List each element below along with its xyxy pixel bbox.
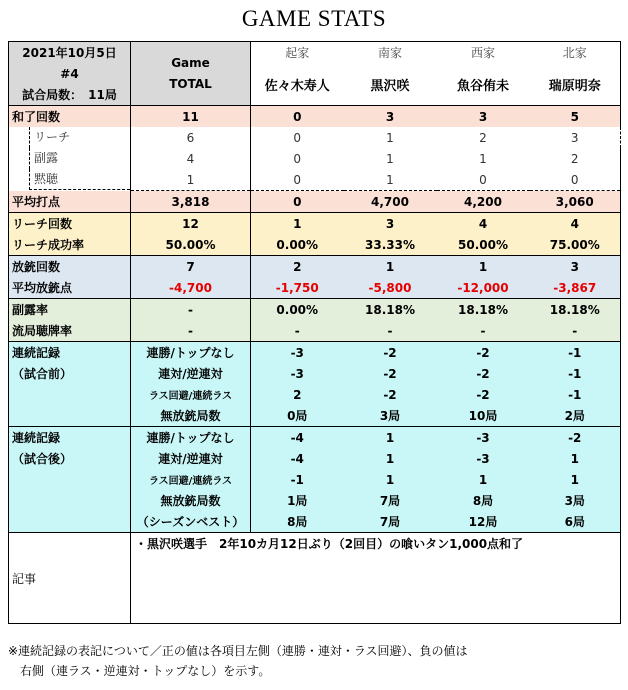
- avg-score-total: 3,818: [131, 191, 251, 213]
- deal-in-total: 7: [131, 256, 251, 278]
- riichi-rate-p4: 75.00%: [530, 234, 621, 256]
- avg-deal-in-row: [9, 277, 621, 299]
- streak-after-row-label: ラス回避/連続ラス: [131, 469, 251, 490]
- header-row-1: [9, 42, 621, 64]
- streak-before-p4: -1: [530, 342, 621, 364]
- hora-row: [9, 106, 621, 128]
- streak-after-p4: 1: [530, 469, 621, 490]
- streak-before-row-3: [9, 384, 621, 405]
- hora-total: 11: [131, 106, 251, 128]
- date-label: 2021年10月5日: [9, 42, 131, 64]
- total-label-game: Game: [171, 55, 210, 70]
- hora-p2: 3: [344, 106, 437, 128]
- streak-before-p3: 10局: [468, 409, 498, 423]
- furo-rate-total: -: [131, 299, 251, 321]
- streak-after-p2: 7局: [379, 494, 401, 508]
- streak-before-p2: -2: [383, 387, 397, 402]
- deal-in-p2: 1: [344, 256, 437, 278]
- player-1-name: 佐々木寿人: [264, 78, 330, 94]
- avg-score-label: 平均打点: [9, 191, 131, 213]
- game-number: #4: [9, 63, 131, 84]
- streak-after-row-label: 連対/逆連対: [131, 448, 251, 469]
- furo-rate-p1: 0.00%: [251, 299, 344, 321]
- avg-deal-in-p1: -1,750: [275, 280, 319, 295]
- streak-after-p3: -3: [476, 451, 490, 466]
- article-row: [9, 533, 621, 624]
- ryukyoku-p3: -: [480, 323, 486, 338]
- streak-before-p2: 3局: [379, 409, 401, 423]
- riichi-rate-label: リーチ成功率: [9, 234, 131, 256]
- ryukyoku-p2: -: [387, 323, 393, 338]
- hora-furo-row: [9, 148, 621, 169]
- streak-after-label: 連続記録: [9, 427, 131, 449]
- streak-before-row-1: [9, 342, 621, 364]
- hora-riichi-p4: 3: [530, 127, 621, 148]
- avg-score-p1: 0: [293, 194, 302, 209]
- deal-in-row: [9, 256, 621, 278]
- stats-table: [8, 41, 621, 624]
- streak-before-row-label: 無放銃局数: [131, 405, 251, 427]
- streak-before-row-label: 連勝/トップなし: [131, 342, 251, 364]
- streak-after-p1: -4: [251, 427, 344, 449]
- hora-riichi-p2: 1: [386, 130, 394, 145]
- ryukyoku-row: [9, 320, 621, 342]
- article-label: 記事: [9, 533, 131, 624]
- avg-deal-in-total: -4,700: [131, 277, 251, 299]
- hora-dama-p1: 0: [251, 169, 344, 191]
- hora-dama-p3: 0: [437, 169, 530, 191]
- streak-after-p2: 1: [344, 427, 437, 449]
- riichi-count-p2: 3: [344, 213, 437, 235]
- hora-furo-p3: 1: [479, 151, 487, 166]
- furo-rate-label: 副露率: [9, 299, 131, 321]
- hora-riichi-p1: 0: [293, 130, 302, 145]
- streak-before-p4: -1: [530, 363, 621, 384]
- streak-before-p1: -3: [251, 342, 344, 364]
- streak-before-p3: -2: [476, 366, 490, 381]
- streak-before-label: 連続記録: [9, 342, 131, 364]
- game-count: 試合局数： 11局: [9, 84, 131, 106]
- streak-after-p3: 8局: [472, 494, 494, 508]
- ryukyoku-label: 流局聴牌率: [9, 320, 131, 342]
- seat-south: 南家: [344, 42, 437, 64]
- total-label-total: TOTAL: [169, 76, 212, 91]
- header-row-2: [9, 63, 621, 84]
- total-header: [131, 42, 251, 106]
- furo-rate-row: [9, 299, 621, 321]
- footnote-line-1: ※連続記録の表記について／正の値は各項目左側（連勝・連対・ラス回避）、負の値は: [8, 644, 468, 658]
- avg-deal-in-p4: -3,867: [530, 277, 621, 299]
- hora-furo-p2: 1: [386, 151, 394, 166]
- streak-after-p3: 12局: [468, 515, 498, 529]
- page-title: GAME STATS: [241, 6, 387, 31]
- streak-after-row-4: [9, 490, 621, 511]
- deal-in-label: 放銃回数: [9, 256, 131, 278]
- streak-before-p1: 2: [293, 387, 302, 402]
- streak-before-row-label: 連対/逆連対: [131, 363, 251, 384]
- article-text: ・黒沢咲選手 2年10カ月12日ぶり（2回目）の喰いタン1,000点和了: [135, 537, 524, 551]
- streak-after-p3: -3: [437, 427, 530, 449]
- streak-after-p4: 3局: [530, 490, 621, 511]
- streak-after-row-label: 無放銃局数: [131, 490, 251, 511]
- streak-before-sublabel: （試合前）: [9, 363, 131, 384]
- streak-after-sublabel: （試合後）: [9, 448, 131, 469]
- hora-dama-p2: 1: [344, 169, 437, 191]
- hora-p3: 3: [437, 106, 530, 128]
- streak-after-p1: 8局: [287, 515, 308, 529]
- hora-riichi-total: 6: [131, 127, 251, 148]
- streak-after-p1: -1: [290, 472, 304, 487]
- seat-north: 北家: [530, 42, 621, 64]
- streak-after-row-2: [9, 448, 621, 469]
- streak-before-p3: -2: [476, 387, 490, 402]
- streak-before-p4: 2局: [530, 405, 621, 427]
- avg-score-row: [9, 191, 621, 213]
- streak-after-p1: -4: [290, 451, 304, 466]
- streak-before-row-label: ラス回避/連続ラス: [131, 384, 251, 405]
- streak-before-p1: -3: [290, 366, 304, 381]
- streak-after-row-3: [9, 469, 621, 490]
- deal-in-p1: 2: [251, 256, 344, 278]
- footnote: [8, 641, 620, 681]
- streak-before-row-2: [9, 363, 621, 384]
- hora-dama-row: [9, 169, 621, 191]
- hora-p4: 5: [530, 106, 621, 128]
- hora-dama-p4: 0: [530, 169, 621, 191]
- streak-before-p2: -2: [383, 366, 397, 381]
- streak-before-p4: -1: [530, 384, 621, 405]
- riichi-rate-total: 50.00%: [131, 234, 251, 256]
- avg-deal-in-p2: -5,800: [368, 280, 412, 295]
- streak-after-row-label: 連勝/トップなし: [131, 427, 251, 449]
- hora-furo-total: 4: [131, 148, 251, 169]
- streak-before-p1: 0局: [287, 409, 308, 423]
- furo-rate-p3: 18.18%: [437, 299, 530, 321]
- footnote-line-2: 右側（連ラス・逆連対・トップなし）を示す。: [8, 664, 271, 678]
- riichi-rate-p2: 33.33%: [365, 237, 415, 252]
- riichi-rate-p1: 0.00%: [276, 237, 319, 252]
- deal-in-p3: 1: [437, 256, 530, 278]
- streak-before-p3: -2: [437, 342, 530, 364]
- player-2-name: 黒沢咲: [370, 78, 410, 94]
- furo-rate-p4: 18.18%: [530, 299, 621, 321]
- riichi-count-p3: 4: [437, 213, 530, 235]
- avg-score-p2: 4,700: [371, 194, 409, 209]
- riichi-count-p1: 1: [251, 213, 344, 235]
- player-4-name: 瑞原明奈: [530, 63, 621, 106]
- riichi-count-label: リーチ回数: [9, 213, 131, 235]
- hora-riichi-row: [9, 127, 621, 148]
- hora-furo-p4: 2: [530, 148, 621, 169]
- riichi-rate-p3: 50.00%: [458, 237, 508, 252]
- ryukyoku-p1: -: [294, 323, 300, 338]
- riichi-rate-row: [9, 234, 621, 256]
- streak-after-p4: -2: [530, 427, 621, 449]
- avg-score-p4: 3,060: [530, 191, 621, 213]
- hora-riichi-label: リーチ: [29, 127, 130, 148]
- streak-after-p3: 1: [478, 472, 488, 487]
- streak-after-p4: 6局: [530, 511, 621, 533]
- streak-before-p2: -2: [344, 342, 437, 364]
- streak-after-p4: 1: [530, 448, 621, 469]
- streak-after-row-label: （シーズンベスト）: [131, 511, 251, 533]
- ryukyoku-total: -: [131, 320, 251, 342]
- riichi-count-row: [9, 213, 621, 235]
- hora-furo-p1: 0: [293, 151, 302, 166]
- hora-furo-label: 副露: [29, 148, 130, 169]
- avg-deal-in-p3: -12,000: [457, 280, 509, 295]
- seat-east: 起家: [251, 42, 344, 64]
- seat-west: 西家: [437, 42, 530, 64]
- ryukyoku-p4: -: [530, 320, 621, 342]
- streak-after-row-5: [9, 511, 621, 533]
- hora-riichi-p3: 2: [479, 130, 487, 145]
- riichi-count-total: 12: [131, 213, 251, 235]
- avg-score-p3: 4,200: [464, 194, 502, 209]
- streak-after-p1: 1局: [287, 494, 308, 508]
- deal-in-p4: 3: [530, 256, 621, 278]
- hora-dama-total: 1: [131, 169, 251, 191]
- player-3-name: 魚谷侑未: [456, 78, 509, 94]
- hora-label: 和了回数: [9, 106, 131, 128]
- riichi-count-p4: 4: [530, 213, 621, 235]
- streak-after-p2: 1: [385, 472, 395, 487]
- streak-after-row-1: [9, 427, 621, 449]
- furo-rate-p2: 18.18%: [344, 299, 437, 321]
- avg-deal-in-label: 平均放銃点: [9, 277, 131, 299]
- streak-before-row-4: [9, 405, 621, 427]
- streak-after-p2: 7局: [379, 515, 401, 529]
- hora-dama-label: 黙聴: [29, 169, 130, 190]
- streak-after-p2: 1: [385, 451, 395, 466]
- hora-p1: 0: [251, 106, 344, 128]
